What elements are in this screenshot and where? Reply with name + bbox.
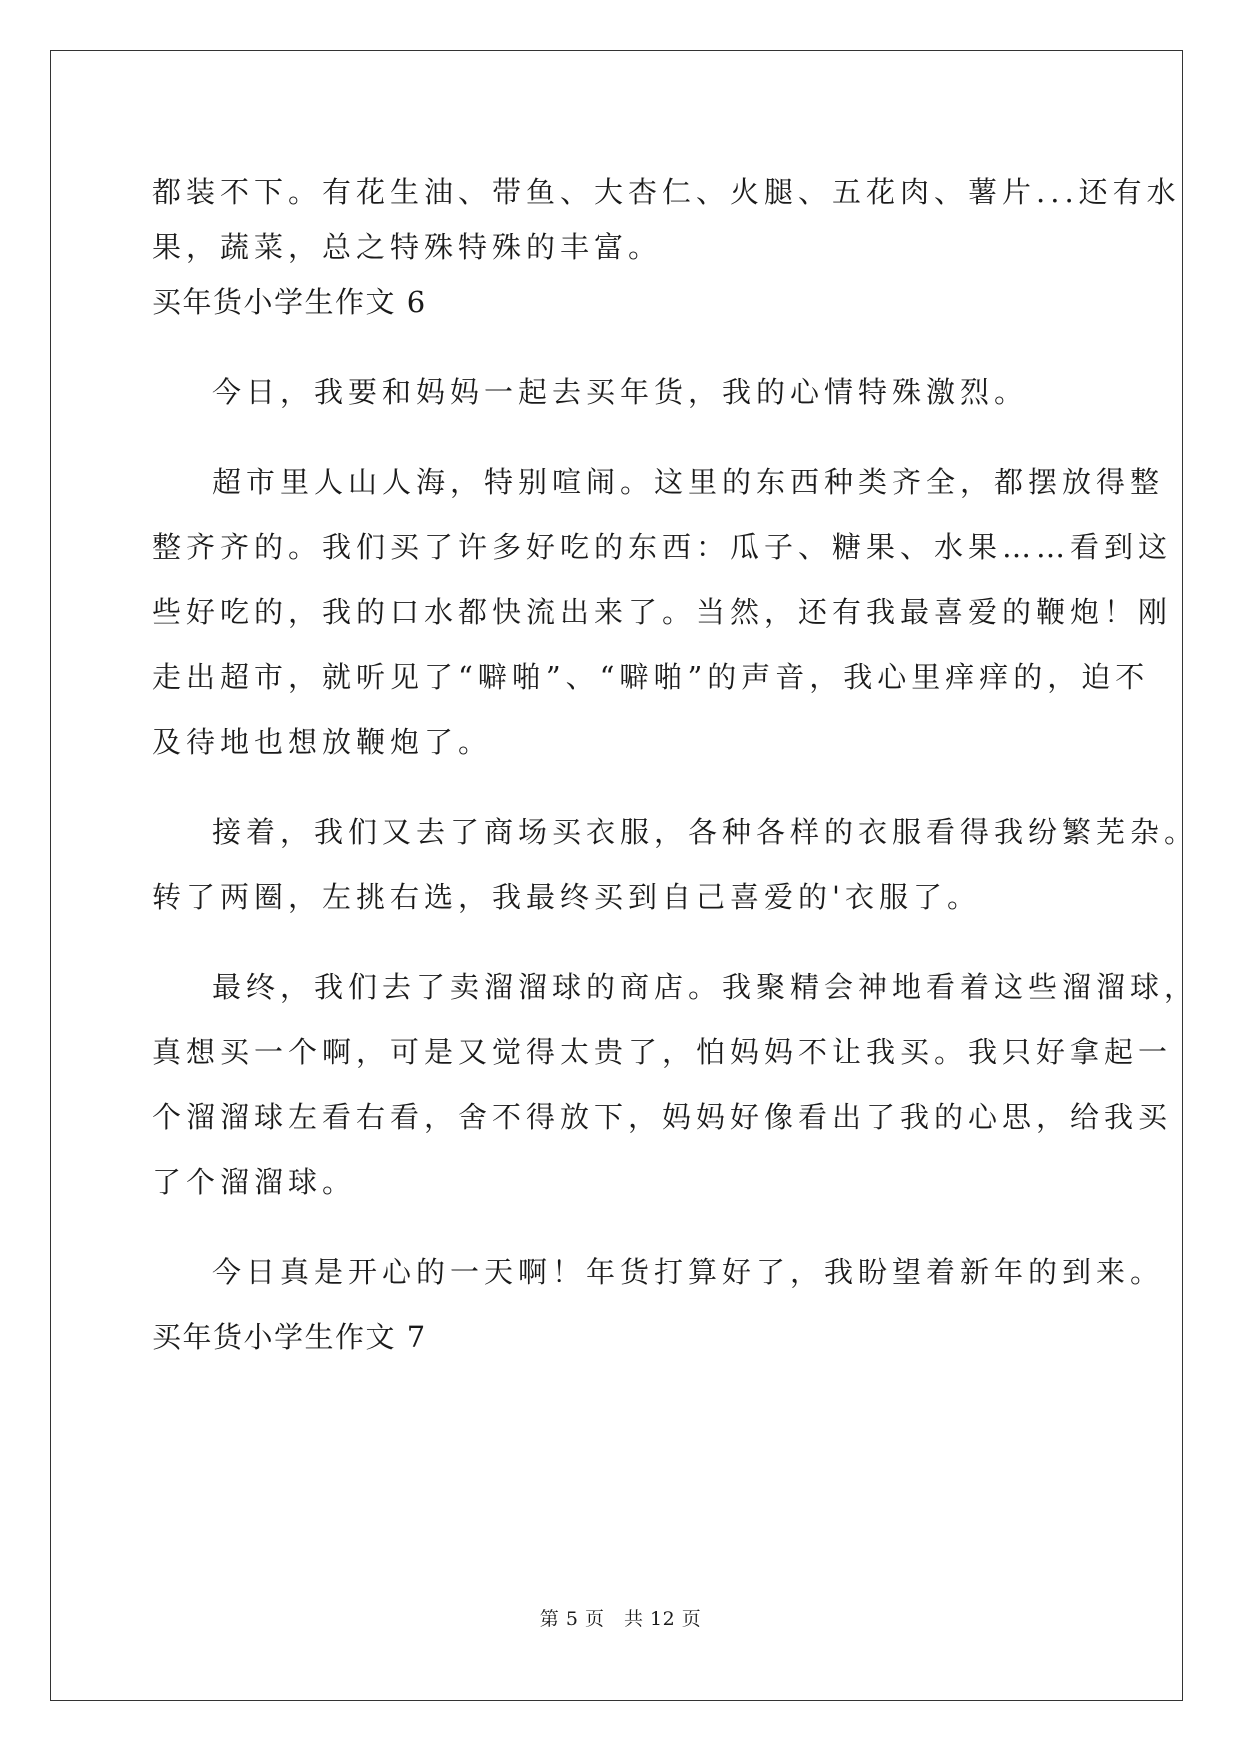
page-number-footer: 第 5 页 共 12 页 xyxy=(539,1608,702,1630)
section-heading: 买年货小学生作文 6 xyxy=(152,285,427,319)
paragraph-line: 个溜溜球左看右看，舍不得放下，妈妈好像看出了我的心思，给我买 xyxy=(152,1100,1173,1134)
paragraph-line: 今日真是开心的一天啊！年货打算好了，我盼望着新年的到来。 xyxy=(212,1255,1165,1289)
paragraph-line: 都装不下。有花生油、带鱼、大杏仁、火腿、五花肉、薯片...还有水 xyxy=(152,175,1181,209)
paragraph-line: 今日，我要和妈妈一起去买年货，我的心情特殊激烈。 xyxy=(212,375,1029,409)
paragraph-line: 及待地也想放鞭炮了。 xyxy=(152,725,493,759)
paragraph-line: 真想买一个啊，可是又觉得太贵了，怕妈妈不让我买。我只好拿起一 xyxy=(152,1035,1173,1069)
paragraph-line: 转了两圈，左挑右选，我最终买到自己喜爱的'衣服了。 xyxy=(152,880,981,914)
paragraph-line: 超市里人山人海，特别喧闹。这里的东西种类齐全，都摆放得整 xyxy=(212,465,1165,499)
paragraph-line: 果，蔬菜，总之特殊特殊的丰富。 xyxy=(152,230,663,264)
paragraph-line: 走出超市，就听见了“噼啪”、“噼啪”的声音，我心里痒痒的，迫不 xyxy=(152,660,1150,694)
paragraph-line: 接着，我们又去了商场买衣服，各种各样的衣服看得我纷繁芜杂。 xyxy=(212,815,1199,849)
paragraph-line: 整齐齐的。我们买了许多好吃的东西：瓜子、糖果、水果……看到这 xyxy=(152,530,1173,564)
paragraph-line: 了个溜溜球。 xyxy=(152,1165,357,1199)
paragraph-line: 最终，我们去了卖溜溜球的商店。我聚精会神地看着这些溜溜球， xyxy=(212,970,1199,1004)
section-heading: 买年货小学生作文 7 xyxy=(152,1320,427,1354)
paragraph-line: 些好吃的，我的口水都快流出来了。当然，还有我最喜爱的鞭炮！刚 xyxy=(152,595,1173,629)
